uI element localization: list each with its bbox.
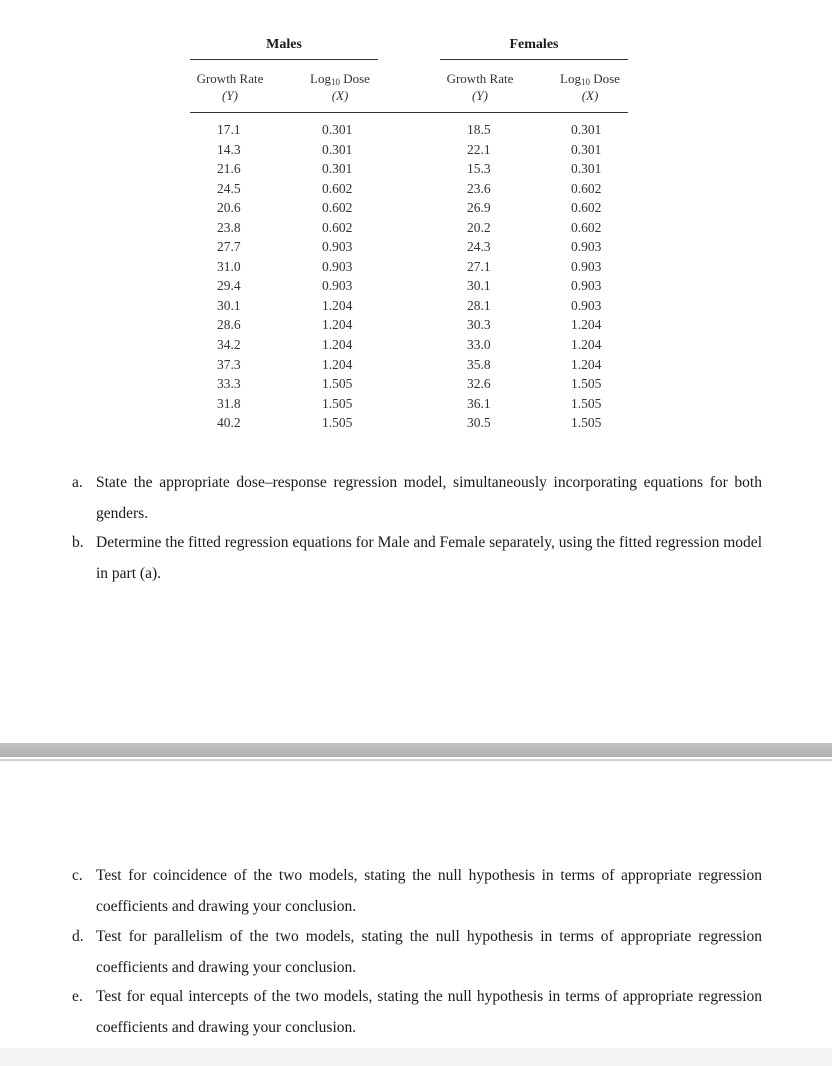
bottom-shade [0,1048,832,1066]
female-growth-rate-cell: 33.0 [467,337,491,353]
female-log-dose-cell: 0.602 [571,200,602,216]
female-growth-rate-cell: 30.3 [467,317,491,333]
question-b [72,528,762,589]
question-d [72,922,762,983]
females-group-title: Females [509,37,559,52]
male-log-dose-cell: 0.301 [322,122,353,137]
female-growth-rate-cell: 36.1 [467,395,491,411]
male-log-dose-cell: 1.204 [322,297,353,313]
female-log-dose-cell: 1.204 [571,337,602,353]
male-growth-rate-header: Growth Rate (Y) [196,71,264,103]
female-growth-rate-cell: 27.1 [467,258,491,274]
female-log-dose-cell: 0.903 [571,239,602,255]
female-growth-rate-cell: 22.1 [467,141,491,157]
male-growth-rate-cell: 24.5 [217,180,241,196]
male-growth-rate-cell: 33.3 [217,376,241,392]
male-growth-rate-cell: 31.8 [217,395,241,411]
male-log-dose-cell: 0.301 [322,141,353,157]
male-log-dose-cell: 1.505 [322,395,353,411]
female-growth-rate-cell: 26.9 [467,200,491,216]
female-growth-rate-cell: 30.1 [467,278,491,294]
question-text: Determine the fitted regression equations for Male and Female separately, using the fitted regression model in part (a). [96,534,762,582]
question-c [72,861,762,922]
header-rule [190,112,628,113]
males-group-rule [190,59,378,60]
male-growth-rate-cell: 20.6 [217,200,241,216]
female-growth-rate-cell: 15.3 [467,161,491,177]
male-log-dose-column [322,120,352,433]
male-growth-rate-cell: 40.2 [217,415,241,431]
male-log-dose-cell: 0.903 [322,239,353,255]
female-log-dose-cell: 1.505 [571,395,602,411]
page-divider-line [0,759,832,761]
female-log-dose-cell: 0.602 [571,180,602,196]
female-log-dose-header: Log$_{10}$ Dose (X) [560,71,620,103]
female-log-dose-cell: 0.301 [571,122,602,137]
male-log-dose-header: Log$_{10}$ Dose (X) [310,71,370,103]
male-log-dose-cell: 1.204 [322,356,353,372]
female-growth-rate-cell: 28.1 [467,297,491,313]
males-group-title: Males [266,37,302,52]
male-log-dose-cell: 1.505 [322,376,353,392]
female-log-dose-cell: 0.903 [571,258,602,274]
question-letter: c. [72,867,83,884]
male-growth-rate-cell: 14.3 [217,141,241,157]
female-log-dose-column [571,120,601,433]
male-growth-rate-cell: 28.6 [217,317,241,333]
female-growth-rate-cell: 23.6 [467,180,491,196]
male-growth-rate-cell: 21.6 [217,161,241,177]
females-group-rule [440,59,628,60]
question-e [72,982,762,1043]
male-growth-rate-cell: 34.2 [217,337,241,353]
male-log-dose-cell: 0.602 [322,180,353,196]
male-growth-rate-cell: 29.4 [217,278,241,294]
male-log-dose-cell: 1.204 [322,337,353,353]
female-growth-rate-column [467,120,491,433]
male-log-dose-cell: 0.602 [322,200,353,216]
male-growth-rate-cell: 31.0 [217,258,241,274]
male-log-dose-cell: 0.602 [322,219,353,235]
female-growth-rate-cell: 35.8 [467,356,491,372]
question-text: State the appropriate dose–response regression model, simultaneously incorporating equations for both genders. [96,474,762,522]
female-log-dose-cell: 1.204 [571,356,602,372]
male-log-dose-cell: 1.505 [322,415,353,431]
question-text: Test for parallelism of the two models, stating the null hypothesis in terms of appropriate regression coefficients and drawing your conclusion. [96,928,762,976]
female-log-dose-cell: 0.903 [571,297,602,313]
male-growth-rate-cell: 23.8 [217,219,241,235]
question-text: Test for equal intercepts of the two models, stating the null hypothesis in terms of appropriate regression coefficients and drawing your conclusion. [96,988,762,1036]
female-log-dose-cell: 0.602 [571,219,602,235]
male-log-dose-cell: 0.301 [322,161,353,177]
male-growth-rate-column [217,120,241,433]
male-growth-rate-cell: 27.7 [217,239,241,255]
question-letter: a. [72,474,83,491]
question-a [72,468,762,529]
page-divider [0,743,832,757]
female-growth-rate-cell: 24.3 [467,239,491,255]
question-letter: e. [72,988,83,1005]
female-growth-rate-cell: 20.2 [467,219,491,235]
male-growth-rate-cell: 37.3 [217,356,241,372]
female-growth-rate-header: Growth Rate (Y) [446,71,514,103]
female-log-dose-cell: 0.903 [571,278,602,294]
male-log-dose-cell: 1.204 [322,317,353,333]
male-growth-rate-cell: 30.1 [217,297,241,313]
female-log-dose-cell: 0.301 [571,141,602,157]
question-letter: b. [72,534,84,551]
female-log-dose-cell: 0.301 [571,161,602,177]
female-growth-rate-cell: 32.6 [467,376,491,392]
female-growth-rate-cell: 30.5 [467,415,491,431]
question-letter: d. [72,928,84,945]
male-growth-rate-cell: 17.1 [217,122,241,137]
female-log-dose-cell: 1.505 [571,376,602,392]
female-log-dose-cell: 1.505 [571,415,602,431]
female-growth-rate-cell: 18.5 [467,122,491,137]
male-log-dose-cell: 0.903 [322,278,353,294]
male-log-dose-cell: 0.903 [322,258,353,274]
question-text: Test for coincidence of the two models, stating the null hypothesis in terms of appropriate regression coefficients and drawing your conclusion. [96,867,762,915]
female-log-dose-cell: 1.204 [571,317,602,333]
